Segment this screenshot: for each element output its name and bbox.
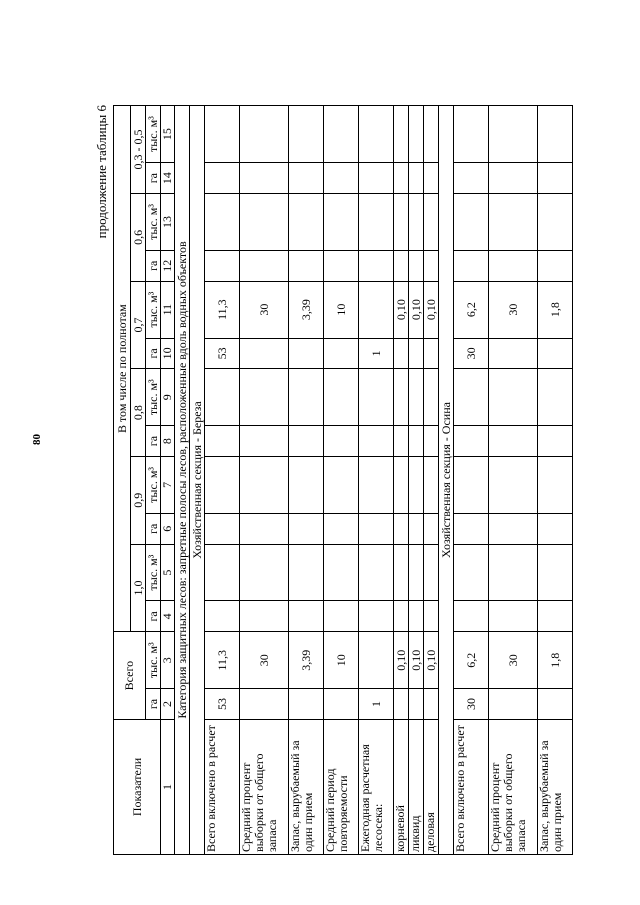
table-cell — [538, 601, 573, 632]
column-number: 12 — [161, 250, 175, 281]
table-cell — [409, 601, 424, 632]
category-title: Категория защитных лесов: запретные полосы лесов, расположенные вдоль водных объектов — [175, 106, 190, 855]
table-cell — [409, 456, 424, 513]
table-cell — [359, 632, 394, 689]
table-cell — [240, 426, 289, 457]
table-cell — [240, 369, 289, 426]
column-number: 2 — [161, 689, 175, 720]
table-cell — [424, 601, 439, 632]
header-unit-volume: тыс. м³ — [146, 194, 161, 251]
table-cell — [205, 456, 240, 513]
table-cell — [394, 250, 409, 281]
row-label: Всего включено в расчет — [205, 719, 240, 854]
header-indicators: Показатели — [114, 719, 161, 854]
table-cell — [424, 513, 439, 544]
table-cell — [538, 456, 573, 513]
column-number: 13 — [161, 194, 175, 251]
column-number: 6 — [161, 513, 175, 544]
table-cell — [205, 106, 240, 163]
column-number: 14 — [161, 163, 175, 194]
table-cell: 0,10 — [394, 281, 409, 338]
rotated-page — [95, 105, 615, 855]
header-density: 0,6 — [131, 194, 146, 282]
table-cell: 10 — [324, 281, 359, 338]
table-cell — [240, 544, 289, 601]
header-density: 0,9 — [131, 456, 146, 544]
table-cell — [538, 194, 573, 251]
table-cell: 3,39 — [289, 281, 324, 338]
row-label: Средний период повторяемости — [324, 719, 359, 854]
table-cell: 1,8 — [538, 281, 573, 338]
table-cell — [489, 544, 538, 601]
table-cell — [538, 544, 573, 601]
table-cell — [240, 250, 289, 281]
table-cell: 0,10 — [409, 281, 424, 338]
table-cell — [409, 369, 424, 426]
table-cell — [289, 426, 324, 457]
table-cell — [240, 194, 289, 251]
table-cell — [454, 513, 489, 544]
table-cell — [538, 426, 573, 457]
table-cell — [394, 369, 409, 426]
table-cell — [394, 689, 409, 720]
table-cell — [205, 369, 240, 426]
table-cell — [409, 163, 424, 194]
table-cell — [489, 194, 538, 251]
table-cell — [289, 601, 324, 632]
table-cell: 1 — [359, 338, 394, 369]
table-row — [205, 106, 240, 855]
table-row — [359, 106, 394, 855]
table-cell: 6,2 — [454, 281, 489, 338]
column-number: 3 — [161, 632, 175, 689]
table-cell — [454, 250, 489, 281]
table-cell — [538, 106, 573, 163]
row-label: Средний процент выборки от общего запаса — [240, 719, 289, 854]
column-number: 9 — [161, 369, 175, 426]
table-cell — [324, 513, 359, 544]
column-number: 10 — [161, 338, 175, 369]
table-cell — [454, 194, 489, 251]
column-number: 1 — [161, 719, 175, 854]
table-cell — [394, 194, 409, 251]
row-label: Всего включено в расчет — [454, 719, 489, 854]
table-row — [394, 106, 409, 855]
table-cell — [489, 106, 538, 163]
table-cell — [394, 601, 409, 632]
table-cell — [454, 106, 489, 163]
table-row — [324, 106, 359, 855]
table-cell: 30 — [240, 632, 289, 689]
table-cell — [289, 250, 324, 281]
table-cell: 30 — [240, 281, 289, 338]
table-cell — [394, 163, 409, 194]
table-row — [289, 106, 324, 855]
table-cell — [394, 106, 409, 163]
table-cell — [240, 163, 289, 194]
table-cell: 0,10 — [394, 632, 409, 689]
page-number: 80 — [31, 434, 43, 445]
table-cell — [409, 250, 424, 281]
table-cell — [454, 426, 489, 457]
table-cell — [454, 369, 489, 426]
table-cell — [205, 601, 240, 632]
column-number: 5 — [161, 544, 175, 601]
table-cell — [489, 426, 538, 457]
table-cell: 0,10 — [409, 632, 424, 689]
table-cell — [205, 513, 240, 544]
table-cell — [489, 513, 538, 544]
header-unit-ha: га — [146, 513, 161, 544]
table-cell — [489, 250, 538, 281]
header-density: 0,7 — [131, 281, 146, 369]
table-cell — [394, 338, 409, 369]
table-cell — [424, 456, 439, 513]
column-number: 7 — [161, 456, 175, 513]
table-cell: 53 — [205, 338, 240, 369]
row-label: корневой — [394, 719, 409, 854]
table-cell — [538, 513, 573, 544]
section-title: Хозяйственная секция - Береза — [190, 106, 205, 855]
table-cell — [409, 338, 424, 369]
table-cell — [409, 689, 424, 720]
table-cell — [324, 338, 359, 369]
row-label: деловая — [424, 719, 439, 854]
table-row — [538, 106, 573, 855]
column-number: 11 — [161, 281, 175, 338]
table-cell — [205, 426, 240, 457]
row-label: ликвид — [409, 719, 424, 854]
table-cell — [394, 513, 409, 544]
table-cell — [205, 194, 240, 251]
header-density: 0,8 — [131, 369, 146, 457]
table-cell — [489, 338, 538, 369]
table-cell — [409, 544, 424, 601]
table-cell: 53 — [205, 689, 240, 720]
table-cell — [538, 689, 573, 720]
table-cell — [359, 281, 394, 338]
header-unit-volume: тыс. м³ — [146, 281, 161, 338]
header-unit-ha: га — [146, 426, 161, 457]
row-label: Запас, вырубаемый за один прием — [538, 719, 573, 854]
table-cell — [424, 106, 439, 163]
table-cell: 0,10 — [424, 281, 439, 338]
table-cell — [409, 426, 424, 457]
table-cell — [489, 369, 538, 426]
table-cell — [409, 106, 424, 163]
table-cell — [424, 544, 439, 601]
table-cell — [359, 194, 394, 251]
table-cell — [424, 163, 439, 194]
table-row — [409, 106, 424, 855]
table-cell — [359, 250, 394, 281]
header-unit-volume: тыс. м³ — [146, 106, 161, 163]
table-cell: 1,8 — [538, 632, 573, 689]
table-cell: 30 — [489, 632, 538, 689]
table-cell — [324, 544, 359, 601]
table-cell — [240, 601, 289, 632]
table-cell — [424, 426, 439, 457]
table-cell — [289, 544, 324, 601]
table-cell — [359, 456, 394, 513]
header-total: Всего — [114, 632, 146, 720]
column-number: 4 — [161, 601, 175, 632]
table-cell: 30 — [489, 281, 538, 338]
table-cell — [409, 194, 424, 251]
table-cell — [454, 163, 489, 194]
header-unit-ha: га — [146, 338, 161, 369]
table-cell: 11,3 — [205, 281, 240, 338]
table-cell — [359, 163, 394, 194]
table-cell — [324, 369, 359, 426]
table-cell — [324, 456, 359, 513]
table-cell — [289, 106, 324, 163]
table-cell — [538, 369, 573, 426]
header-unit-volume: тыс. м³ — [146, 456, 161, 513]
table-row — [454, 106, 489, 855]
table-cell — [289, 369, 324, 426]
header-unit-ha: га — [146, 689, 161, 720]
table-cell — [489, 163, 538, 194]
table-cell — [324, 250, 359, 281]
column-number: 8 — [161, 426, 175, 457]
table-cell: 30 — [454, 689, 489, 720]
table-cell — [489, 456, 538, 513]
table-cell: 6,2 — [454, 632, 489, 689]
table-cell — [394, 456, 409, 513]
table-cell — [424, 369, 439, 426]
table-cell — [424, 250, 439, 281]
table-cell — [394, 544, 409, 601]
header-by-density: В том числе по полнотам — [114, 106, 131, 632]
section-title: Хозяйственная секция - Осина — [439, 106, 454, 855]
table-cell — [289, 338, 324, 369]
header-unit-volume: тыс. м³ — [146, 544, 161, 601]
table-cell — [489, 689, 538, 720]
table-cell: 11,3 — [205, 632, 240, 689]
row-label: Средний процент выборки от общего запаса — [489, 719, 538, 854]
table-cell — [538, 338, 573, 369]
header-unit-volume: тыс. м³ — [146, 632, 161, 689]
table-cell — [289, 163, 324, 194]
table-cell — [324, 426, 359, 457]
table-cell — [454, 544, 489, 601]
table-cell: 1 — [359, 689, 394, 720]
table-cell — [424, 338, 439, 369]
table-cell — [454, 601, 489, 632]
table-cell — [359, 369, 394, 426]
table-row — [489, 106, 538, 855]
table-cell — [240, 513, 289, 544]
table-cell — [424, 194, 439, 251]
row-label: Запас, вырубаемый за один прием — [289, 719, 324, 854]
table-cell: 10 — [324, 632, 359, 689]
table-cell — [454, 456, 489, 513]
table-cell — [359, 601, 394, 632]
row-label: Ежегодная расчетная лесосека: — [359, 719, 394, 854]
table-cell — [205, 250, 240, 281]
table-cell — [289, 689, 324, 720]
table-cell — [359, 426, 394, 457]
table-cell — [394, 426, 409, 457]
table-row — [424, 106, 439, 855]
column-number: 15 — [161, 106, 175, 163]
header-density: 1,0 — [131, 544, 146, 632]
header-unit-ha: га — [146, 163, 161, 194]
table-continuation-caption: продолжение таблицы 6 — [94, 105, 109, 239]
table-cell — [359, 106, 394, 163]
table-cell — [538, 250, 573, 281]
table-cell: 0,10 — [424, 632, 439, 689]
table-cell — [240, 338, 289, 369]
header-density: 0,3 - 0,5 — [131, 106, 146, 194]
header-unit-ha: га — [146, 250, 161, 281]
table-cell — [324, 689, 359, 720]
table-cell: 30 — [454, 338, 489, 369]
table-cell — [289, 456, 324, 513]
table-cell — [205, 544, 240, 601]
table-cell — [359, 513, 394, 544]
table-cell — [538, 163, 573, 194]
header-unit-ha: га — [146, 601, 161, 632]
table-cell — [424, 689, 439, 720]
table-cell — [240, 689, 289, 720]
table-cell — [324, 163, 359, 194]
data-table — [113, 105, 573, 855]
table-row — [240, 106, 289, 855]
table-cell — [324, 194, 359, 251]
table-cell — [289, 513, 324, 544]
table-cell — [489, 601, 538, 632]
table-cell — [359, 544, 394, 601]
table-cell — [324, 106, 359, 163]
table-cell — [289, 194, 324, 251]
table-cell: 3,39 — [289, 632, 324, 689]
table-cell — [240, 106, 289, 163]
table-cell — [324, 601, 359, 632]
table-cell — [205, 163, 240, 194]
table-cell — [409, 513, 424, 544]
table-cell — [240, 456, 289, 513]
header-unit-volume: тыс. м³ — [146, 369, 161, 426]
